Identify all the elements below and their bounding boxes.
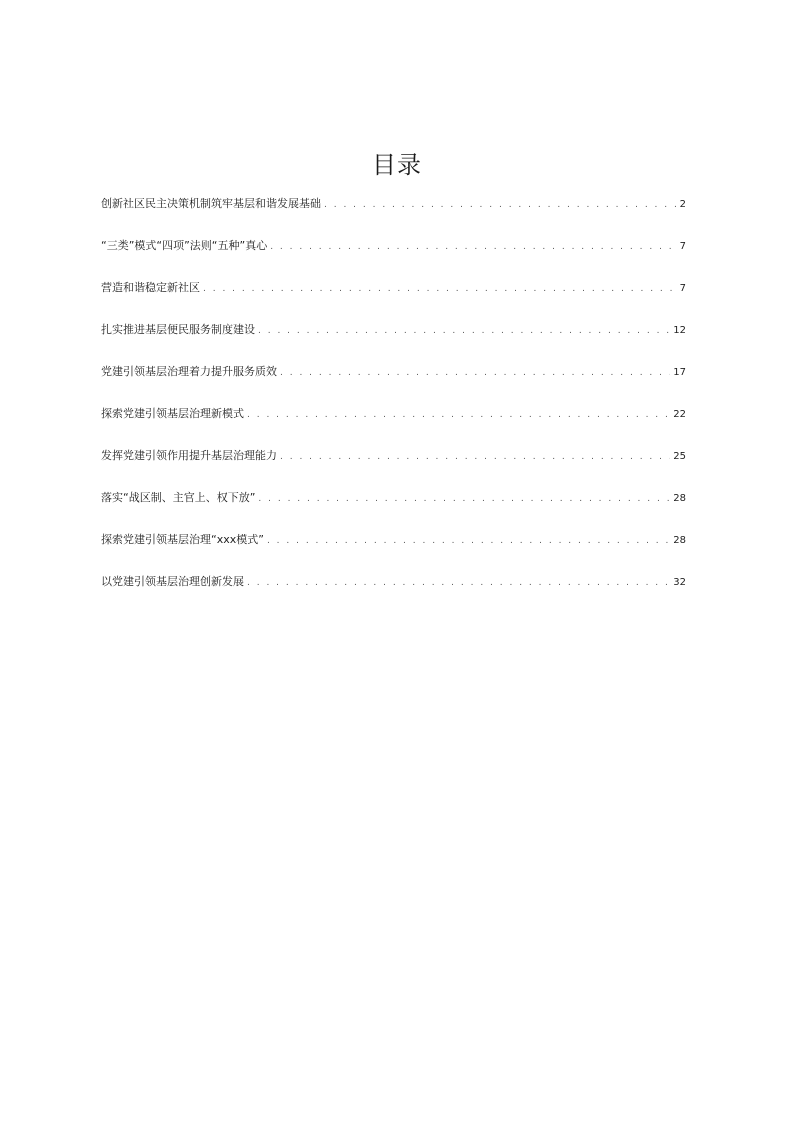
toc-entry-page: 22 [673,409,686,420]
toc-entry-label: 党建引领基层治理着力提升服务质效 [101,365,277,378]
dot-leader [267,533,670,549]
dot-leader [270,239,676,255]
toc-entry-label: 探索党建引领基层治理“xxx模式” [101,533,264,546]
toc-entry[interactable] [101,406,686,448]
toc-entry-label: 扎实推进基层便民服务制度建设 [101,323,255,336]
toc-entry-page: 28 [673,535,686,546]
dot-leader [247,407,670,423]
toc-list [101,196,686,616]
toc-entry[interactable] [101,490,686,532]
toc-entry[interactable] [101,364,686,406]
dot-leader [280,449,670,465]
toc-entry[interactable] [101,196,686,238]
toc-entry-label: 落实“战区制、主官上、权下放” [101,491,256,504]
dot-leader [258,491,670,507]
toc-entry-label: 营造和谐稳定新社区 [101,281,200,294]
toc-entry-page: 7 [679,241,686,252]
toc-entry[interactable] [101,280,686,322]
dot-leader [280,365,670,381]
toc-entry-page: 12 [673,325,686,336]
toc-entry-label: 以党建引领基层治理创新发展 [101,575,244,588]
toc-title: 目录 [372,151,422,179]
toc-entry[interactable] [101,448,686,490]
toc-entry[interactable] [101,322,686,364]
dot-leader [247,575,670,591]
toc-entry-label: “三类”模式“四项”法则“五种”真心 [101,239,268,252]
toc-entry[interactable] [101,238,686,280]
toc-entry[interactable] [101,532,686,574]
toc-entry-label: 创新社区民主决策机制筑牢基层和谐发展基础 [101,197,321,210]
dot-leader [258,323,670,339]
toc-entry-label: 发挥党建引领作用提升基层治理能力 [101,449,277,462]
dot-leader [324,197,677,213]
toc-entry-page: 17 [673,367,686,378]
dot-leader [203,281,677,297]
toc-entry-page: 28 [673,493,686,504]
toc-entry-page: 32 [673,577,686,588]
toc-entry-label: 探索党建引领基层治理新模式 [101,407,244,420]
toc-entry-page: 7 [679,283,686,294]
toc-entry-page: 25 [673,451,686,462]
toc-entry-page: 2 [679,199,686,210]
toc-entry[interactable] [101,574,686,616]
